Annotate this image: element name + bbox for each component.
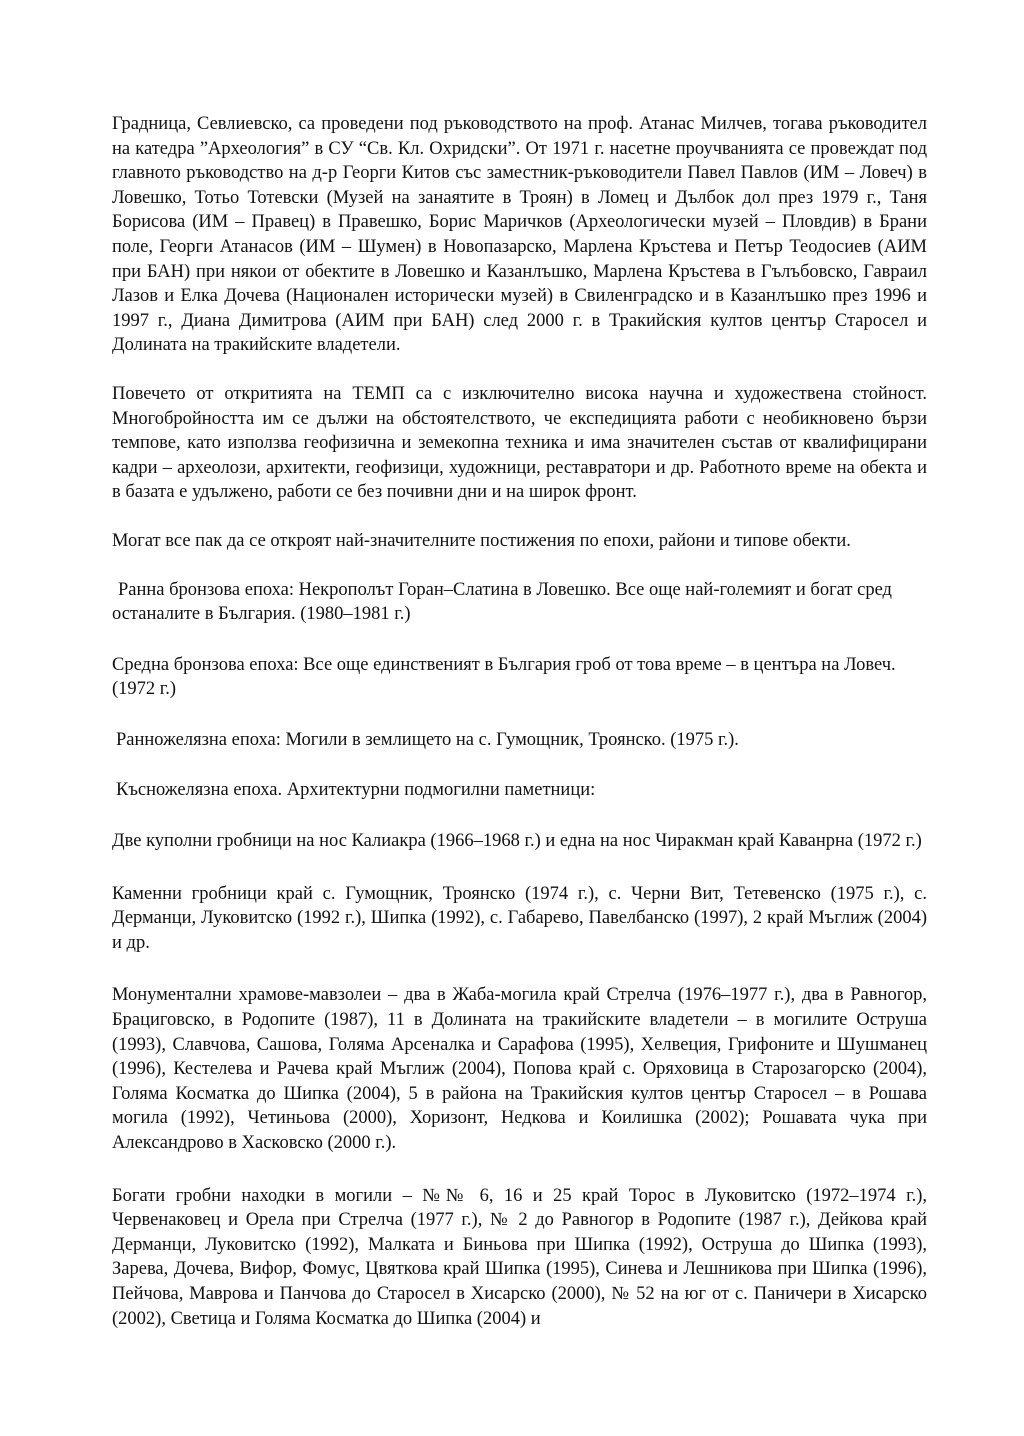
- document-page: [112, 112, 927, 1331]
- paragraph-discoveries-value: Повечето от откритията на ТЕМП са с изключително висока научна и художествена стойност. Многобройността им се дължи на обстоятелството, че експедицията работи с необикновено бързи темпове, като използва геофизична и земекопна техника и има значителен състав от квалифицирани кадри – археолози, архитекти, геофизици, художници, реставратори и др. Работното време на обекта и в базата е удължено, работи се без почивни дни и на широк фронт.: [112, 383, 927, 503]
- paragraph-early-bronze-age: Ранна бронзова епоха: Некрополът Горан–Слатина в Ловешко. Все още най-големият и богат сред останалите в България. (1980–1981 г.): [112, 579, 892, 625]
- paragraph-stone-tombs: Каменни гробници край с. Гумощник, Троянско (1974 г.), с. Черни Вит, Тетевенско (1975 г.), с. Дерманци, Луковитско (1992 г.), Шипка (1992), с. Габарево, Павелбанско (1997), 2 край Мъглиж (2004) и др.: [112, 883, 927, 953]
- paragraph-late-iron-age: Късножелязна епоха. Архитектурни подмогилни паметници:: [116, 780, 596, 801]
- paragraph-middle-bronze-age: Средна бронзова епоха: Все още единственият в България гроб от това време – в центъра на Ловеч. (1972 г.): [112, 654, 896, 700]
- paragraph-early-iron-age: Ранножелязна епоха: Могили в землището на с. Гумощник, Троянско. (1975 г.).: [116, 729, 739, 750]
- paragraph-rich-grave-finds: Богати гробни находки в могили – №№ 6, 16 и 25 край Торос в Луковитско (1972–1974 г.), Червенаковец и Орела при Стрелча (1977 г.), № 2 до Равногор в Родопите (1987 г.), Дейкова край Дерманци, Луковитско (1992), Малката и Биньова при Шипка (1992), Оструша до Шипка (1993), Зарева, Дочева, Вифор, Фомус, Цвяткова край Шипка (1995), Синева и Лешникова при Шипка (1996), Пейчова, Маврова и Панчова до Старосел в Хисарско (2000), № 52 на юг от с. Паничери в Хисарско (2002), Светица и Голяма Косматка до Шипка (2004) и: [112, 1185, 927, 1329]
- paragraph-achievements-intro: Могат все пак да се откроят най-значителните постижения по епохи, райони и типове обекти.: [112, 530, 851, 551]
- paragraph-temple-mausoleums: Монументални храмове-мавзолеи – два в Жаба-могила край Стрелча (1976–1977 г.), два в Равногор, Брациговско, в Родопите (1987), 11 в Долината на тракийските владетели – в могилите Оструша (1993), Славчова, Сашова, Голяма Арсеналка и Сарафова (1995), Хелвеция, Грифоните и Шушманец (1996), Кестелева и Рачева край Мъглиж (2004), Попова край с. Оряховица в Старозагорско (2004), Голяма Косматка до Шипка (2004), 5 в района на Тракийския култов център Старосел – в Рошава могила (1992), Четиньова (2000), Хоризонт, Недкова и Коилишка (2002); Рошавата чука при Александрово в Хасковско (2000 г.).: [112, 985, 927, 1153]
- paragraph-excavation-leaders: Градница, Севлиевско, са проведени под ръководството на проф. Атанас Милчев, тогава ръководител на катедра ”Археология” в СУ “Св. Кл. Охридски”. От 1971 г. насетне проучванията се провеждат под главното ръководство на д-р Георги Китов със заместник-ръководители Павел Павлов (ИМ – Ловеч) в Ловешко, Тотьо Тотевски (Музей на занаятите в Троян) в Ломец и Дълбок дол през 1979 г., Таня Борисова (ИМ – Правец) в Правешко, Борис Маричков (Археологически музей – Пловдив) в Брани поле, Георги Атанасов (ИМ – Шумен) в Новопазарско, Марлена Кръстева и Петър Теодосиев (АИМ при БАН) при някои от обектите в Ловешко и Казанлъшко, Марлена Кръстева в Гълъбовско, Гавраил Лазов и Елка Дочева (Национален исторически музей) в Свиленградско и в Казанлъшко през 1996 и 1997 г., Диана Димитрова (АИМ при БАН) след 2000 г. в Тракийския култов център Старосел и Долината на тракийските владетели.: [112, 114, 927, 356]
- paragraph-domed-tombs: Две куполни гробници на нос Калиакра (1966–1968 г.) и една на нос Чиракман край Каванрна (1972 г.): [112, 831, 922, 852]
